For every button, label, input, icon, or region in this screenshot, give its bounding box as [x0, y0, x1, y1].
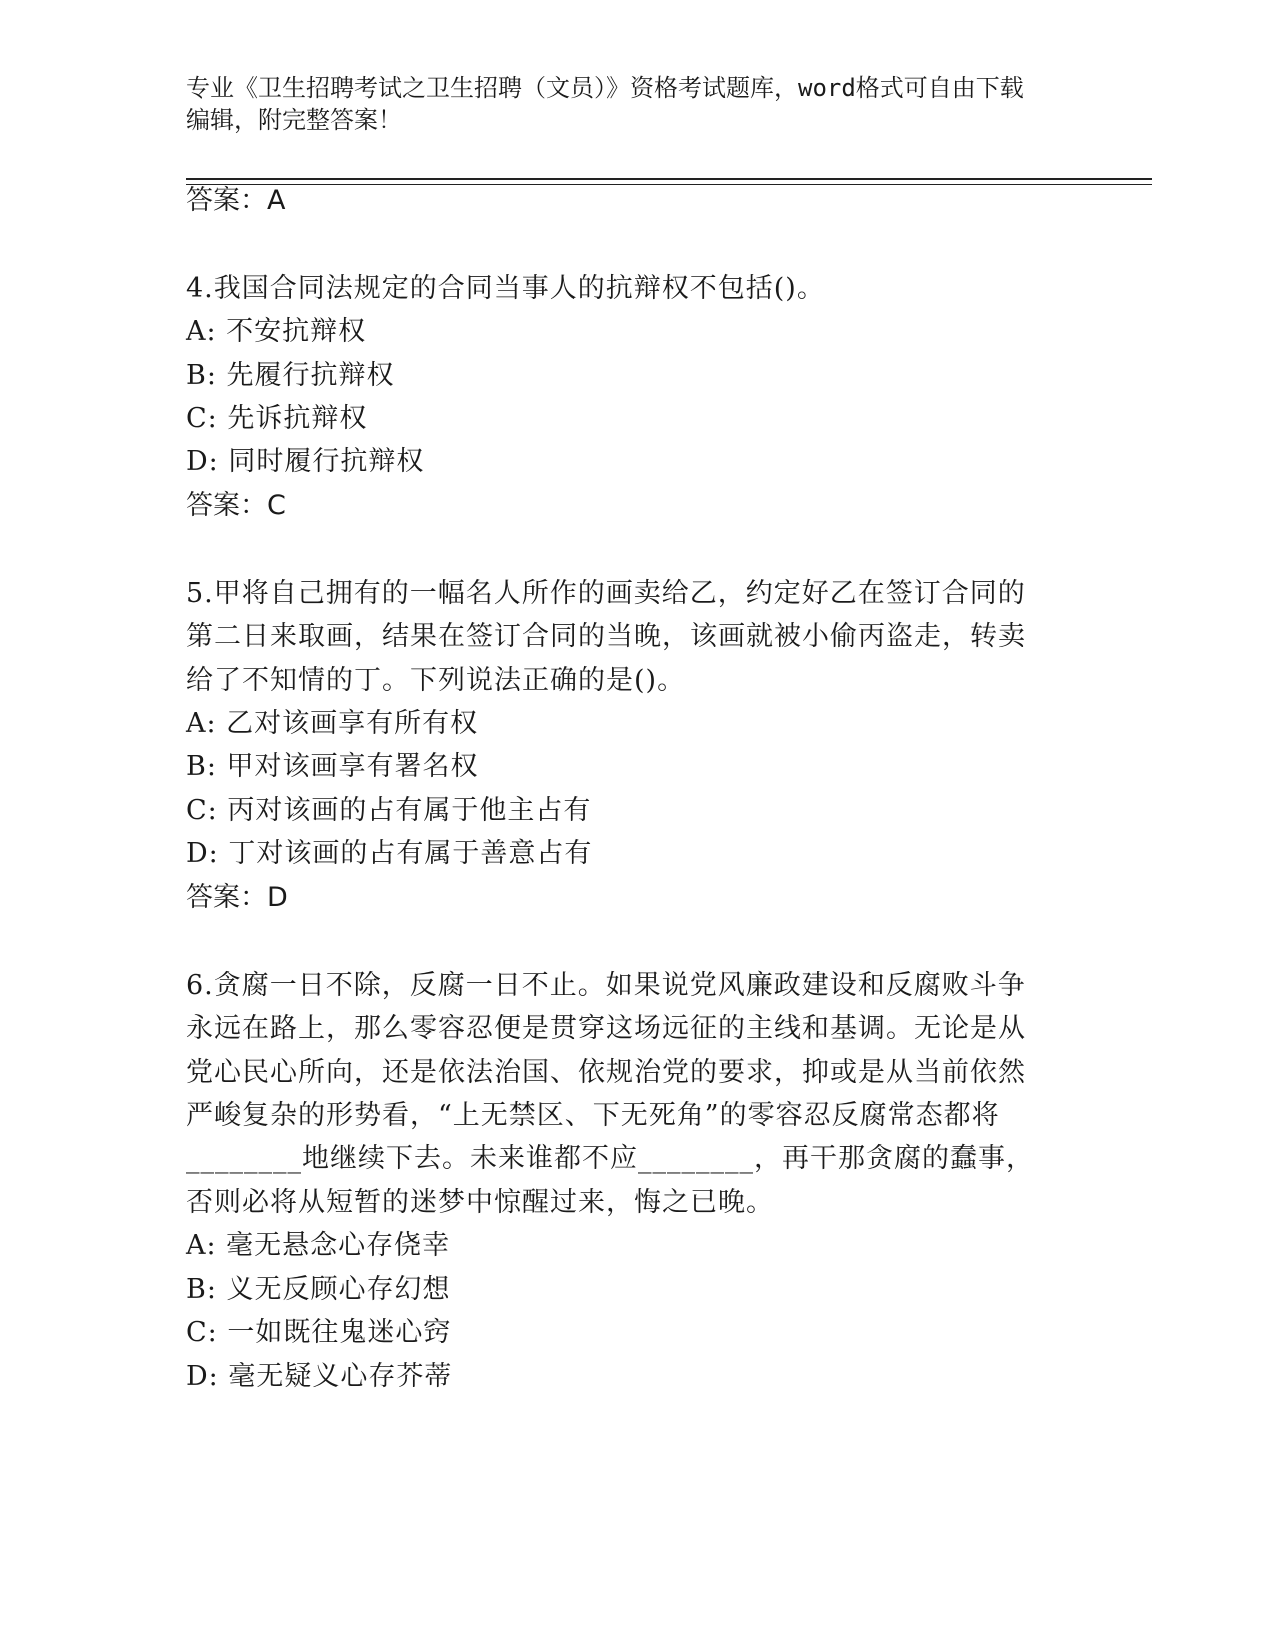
q6-option-c: C: 一如既往鬼迷心窍 — [186, 1317, 452, 1348]
q5-option-d: D: 丁对该画的占有属于善意占有 — [186, 838, 593, 869]
answer-q3: 答案：A — [186, 185, 286, 216]
q5-option-c: C: 丙对该画的占有属于他主占有 — [186, 795, 592, 826]
q6-stem-line-3: 党心民心所向，还是依法治国、依规治党的要求，抑或是从当前依然 — [186, 1057, 1026, 1088]
answer-q5: 答案：D — [186, 882, 288, 913]
q5-stem-line-3: 给了不知情的丁。下列说法正确的是()。 — [186, 665, 686, 696]
q4-stem: 4.我国合同法规定的合同当事人的抗辩权不包括()。 — [186, 273, 825, 304]
q5-stem-line-1: 5.甲将自己拥有的一幅名人所作的画卖给乙，约定好乙在签订合同的 — [186, 578, 1026, 609]
q4-option-b: B: 先履行抗辩权 — [186, 360, 395, 391]
q6-stem-line-1: 6.贪腐一日不除，反腐一日不止。如果说党风廉政建设和反腐败斗争 — [186, 970, 1026, 1001]
q6-option-d: D: 毫无疑义心存芥蒂 — [186, 1361, 453, 1392]
q6-stem-line-2: 永远在路上，那么零容忍便是贯穿这场远征的主线和基调。无论是从 — [186, 1013, 1026, 1044]
answer-q4: 答案：C — [186, 490, 286, 521]
q6-stem-line-5: ________地继续下去。未来谁都不应________，再干那贪腐的蠢事， — [186, 1143, 1034, 1174]
header-line-1: 专业《卫生招聘考试之卫生招聘（文员）》资格考试题库，word格式可自由下载 — [186, 74, 1024, 102]
q5-option-a: A: 乙对该画享有所有权 — [186, 708, 479, 739]
q6-option-a: A: 毫无悬念心存侥幸 — [186, 1230, 451, 1261]
q5-option-b: B: 甲对该画享有署名权 — [186, 751, 479, 782]
q6-stem-line-4: 严峻复杂的形势看，“上无禁区、下无死角”的零容忍反腐常态都将 — [186, 1100, 1000, 1131]
header-line-2: 编辑，附完整答案！ — [186, 106, 402, 134]
q4-option-a: A: 不安抗辩权 — [186, 316, 367, 347]
q6-option-b: B: 义无反顾心存幻想 — [186, 1274, 451, 1305]
q4-option-d: D: 同时履行抗辩权 — [186, 446, 425, 477]
q6-stem-line-6: 否则必将从短暂的迷梦中惊醒过来，悔之已晚。 — [186, 1187, 774, 1218]
q4-option-c: C: 先诉抗辩权 — [186, 403, 368, 434]
document-header — [186, 72, 1086, 136]
q5-stem-line-2: 第二日来取画，结果在签订合同的当晚，该画就被小偷丙盗走，转卖 — [186, 621, 1026, 652]
header-divider — [186, 178, 1152, 185]
